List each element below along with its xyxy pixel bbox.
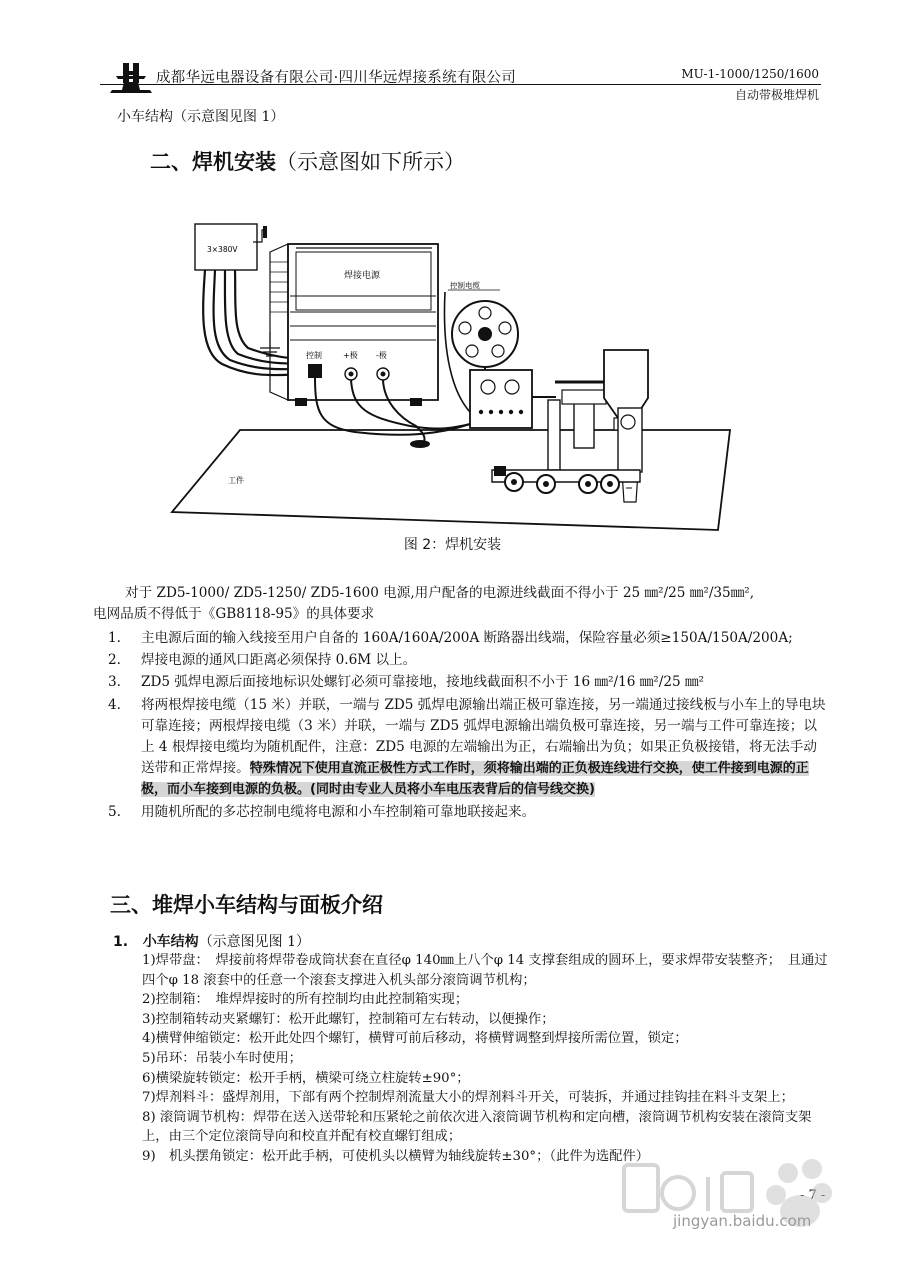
header-company: 成都华远电器设备有限公司·四川华远焊接系统有限公司 <box>156 70 517 86</box>
carriage-control-box <box>470 370 532 428</box>
part-item: 9) 机头摆角锁定：松开此手柄，可使机头以横臂为轴线旋转±30°；（此件为选配件） <box>142 1148 650 1164</box>
header-model: MU-1-1000/1250/1600 <box>681 67 819 81</box>
control-terminal-label: 控制 <box>306 351 322 360</box>
list-item-number: 5. <box>108 803 121 820</box>
part-item: 5)吊环：吊装小车时使用； <box>142 1050 302 1066</box>
part-item: 1)焊带盘： 焊接前将焊带卷成筒状套在直径φ 140㎜上八个φ 14 支撑套组成的圆环上，要求焊带安装整齐； 且通过四个φ 18 滚套中的任意一个滚套支撑进入机头部分滚筒调节机构； <box>142 953 828 988</box>
list-item <box>108 650 830 671</box>
carriage-parts-list <box>142 951 832 1167</box>
watermark-url: jingyan.baidu.com <box>673 1212 812 1230</box>
list-item-number: 1. <box>108 630 121 646</box>
part-item: 8) 滚筒调节机构：焊带在送入送带轮和压紧轮之前依次进入滚筒调节机构和定向槽，滚筒调节机构安装在滚筒支架上，由三个定位滚筒导向和校直并配有校直螺钉组成； <box>142 1109 812 1145</box>
header-rule <box>100 84 821 85</box>
list-item <box>108 672 830 693</box>
installation-diagram <box>170 212 770 532</box>
positive-terminal-label: +极 <box>343 351 358 360</box>
list-item-text: 主电源后面的输入线接至用户自备的 160A/160A/200A 断路器出线端，保险容量必须≥150A/150A/200A; <box>141 630 793 646</box>
list-item <box>108 628 830 649</box>
part-item: 2)控制箱： 堆焊焊接时的所有控制均由此控制箱实现； <box>142 992 469 1008</box>
sub-heading-title: 小车结构 <box>142 934 199 950</box>
list-item-text: ZD5 弧焊电源后面接地标识处螺钉必须可靠接地，接地线截面积不小于 16 ㎜²/16 ㎜²/25 ㎜² <box>141 674 704 691</box>
list-item-number: 3. <box>108 674 121 691</box>
company-logo <box>108 60 154 94</box>
list-item-text: 焊接电源的通风口距离必须保持 0.6M 以上。 <box>141 652 417 669</box>
section2-title-note: （示意图如下所示） <box>276 150 465 174</box>
header-subtitle: 自动带极堆焊机 <box>734 88 819 102</box>
list-item-text: 用随机所配的多芯控制电缆将电源和小车控制箱可靠地联接起来。 <box>141 803 536 820</box>
highlighted-warning: 特殊情况下使用直流正极性方式工作时，须将输出端的正负极连线进行交换，使工件接到电源的正极，而小车接到电源的负极。(同时由专业人员将小车电压表背后的信号线交换) <box>141 761 809 798</box>
power-requirements-paragraph <box>93 583 833 624</box>
list-item <box>108 802 830 823</box>
paragraph-line-1: 对于 ZD5-1000/ ZD5-1250/ ZD5-1600 电源,用户配备的电源进线截面不得小于 25 ㎜²/25 ㎜²/35㎜², <box>125 585 755 601</box>
carriage-structure-heading <box>113 931 310 951</box>
list-item <box>108 695 830 801</box>
part-item: 7)焊剂料斗：盛焊剂用，下部有两个控制焊剂流量大小的焊剂料斗开关，可装拆，并通过挂钩挂在料斗支架上； <box>142 1090 794 1106</box>
power-source-label: 焊接电源 <box>344 271 381 281</box>
section3-title: 三、堆焊小车结构与面板介绍 <box>110 893 383 917</box>
paragraph-line-2: 电网品质不得低于《GB8118-95》的具体要求 <box>93 605 375 622</box>
sub-heading-note: （示意图见图 1） <box>198 934 311 950</box>
part-item: 4)横臂伸缩锁定：松开此处四个螺钉，横臂可前后移动，将横臂调整到焊接所需位置，锁定； <box>142 1031 688 1047</box>
section2-title-text: 二、焊机安装 <box>150 150 276 174</box>
workpiece-plate <box>172 430 730 530</box>
negative-terminal-label: -极 <box>376 351 387 360</box>
list-item-text: 将两根焊接电缆（15 米）并联，一端与 ZD5 弧焊电源输出端正极可靠连接，另一端通过接线板与小车上的导电块可靠连接；两根焊接电缆（3 米）并联，一端与 ZD5 弧焊电源输出端负极可靠连接，另一端与工件可靠连接；以上 4 根焊接电缆均为随机配件，注意：ZD5 电源的左端输出为正，右端输出为负；如果正负极接错，将无法手动送带和正常焊接。 <box>141 696 826 777</box>
part-item: 6)横梁旋转锁定：松开手柄，横梁可绕立柱旋转±90°； <box>142 1070 470 1086</box>
previous-section-title: 小车结构（示意图见图 1） <box>117 109 285 125</box>
sub-heading-number: 1. <box>113 934 129 950</box>
control-cable-label: 控制电缆 <box>450 281 480 290</box>
installation-steps <box>108 628 830 824</box>
part-item: 3)控制箱转动夹紧螺钉：松开此螺钉，控制箱可左右转动，以便操作； <box>142 1011 555 1027</box>
list-item-number: 4. <box>108 696 121 713</box>
figure-caption: 图 2：焊机安装 <box>403 537 502 553</box>
workpiece-label: 工件 <box>228 476 244 485</box>
list-item-number: 2. <box>108 652 121 669</box>
supply-label: 3×380V <box>207 245 238 254</box>
section2-title <box>150 146 465 176</box>
